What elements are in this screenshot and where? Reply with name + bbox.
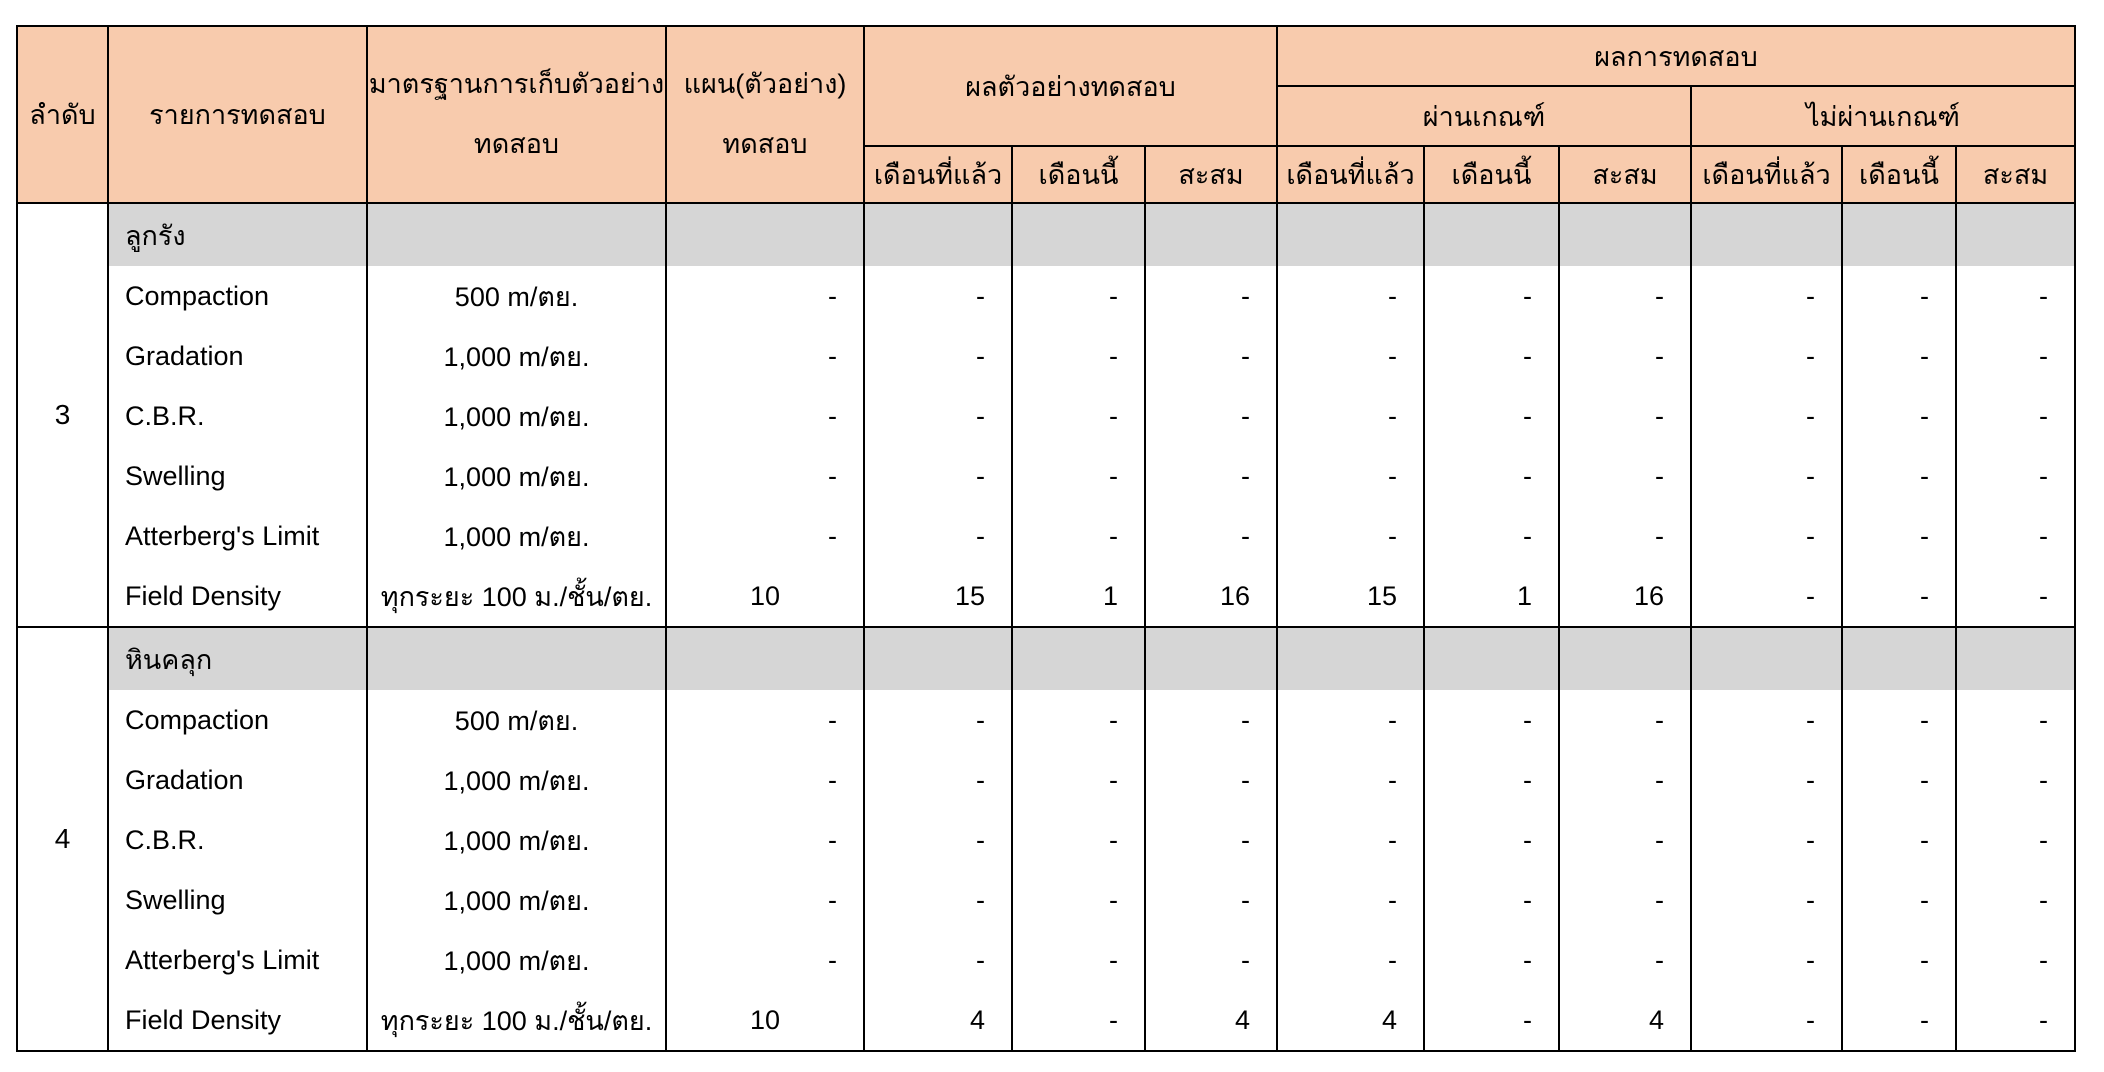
value-cell: - (1691, 690, 1842, 750)
header-pass-this-month: เดือนนี้ (1424, 146, 1559, 203)
plan-cell: - (666, 750, 864, 810)
value-cell: - (1956, 930, 2075, 990)
table-row (17, 266, 2075, 326)
value-cell: 15 (864, 566, 1012, 627)
value-cell: - (1691, 870, 1842, 930)
table-row (17, 446, 2075, 506)
plan-cell: - (666, 326, 864, 386)
plan-cell: 10 (666, 990, 864, 1051)
value-cell: - (1842, 386, 1956, 446)
material-band-cell (864, 203, 1012, 266)
standard-cell: 1,000 m/ตย. (367, 930, 666, 990)
standard-cell: 500 m/ตย. (367, 266, 666, 326)
value-cell: - (1842, 446, 1956, 506)
value-cell: - (1691, 266, 1842, 326)
material-band-row (17, 203, 2075, 266)
value-cell: - (1691, 990, 1842, 1051)
plan-cell: - (666, 930, 864, 990)
value-cell: - (864, 446, 1012, 506)
value-cell: - (1691, 810, 1842, 870)
value-cell: - (1424, 386, 1559, 446)
section-number-cell: 3 (17, 203, 108, 627)
value-cell: - (1012, 810, 1145, 870)
value-cell: - (1956, 750, 2075, 810)
value-cell: - (1842, 930, 1956, 990)
value-cell: - (864, 690, 1012, 750)
test-item-cell: C.B.R. (108, 810, 367, 870)
report-table-container (16, 25, 2076, 1052)
value-cell: - (864, 810, 1012, 870)
value-cell: - (1424, 750, 1559, 810)
material-band-cell (1277, 627, 1424, 690)
table-row (17, 930, 2075, 990)
value-cell: 16 (1559, 566, 1691, 627)
section-number-cell: 4 (17, 627, 108, 1051)
test-item-cell: Atterberg's Limit (108, 506, 367, 566)
value-cell: - (1956, 386, 2075, 446)
test-item-cell: Swelling (108, 446, 367, 506)
table-row (17, 870, 2075, 930)
table-row (17, 386, 2075, 446)
material-band-cell (1559, 203, 1691, 266)
value-cell: - (1956, 690, 2075, 750)
material-band-cell (1424, 627, 1559, 690)
value-cell: - (864, 930, 1012, 990)
value-cell: - (1842, 750, 1956, 810)
plan-cell: - (666, 266, 864, 326)
standard-cell: 1,000 m/ตย. (367, 750, 666, 810)
value-cell: - (1012, 326, 1145, 386)
material-band-cell (1956, 203, 2075, 266)
value-cell: - (1956, 870, 2075, 930)
header-pass: ผ่านเกณฑ์ (1277, 86, 1691, 146)
value-cell: - (1145, 870, 1277, 930)
value-cell: - (1277, 386, 1424, 446)
header-plan (666, 26, 864, 203)
value-cell: - (1424, 990, 1559, 1051)
value-cell: 16 (1145, 566, 1277, 627)
header-plan-line1: แผน(ตัวอย่าง) (683, 69, 847, 100)
value-cell: - (1012, 870, 1145, 930)
standard-cell: 500 m/ตย. (367, 690, 666, 750)
value-cell: - (1277, 810, 1424, 870)
material-band-cell (1424, 203, 1559, 266)
value-cell: - (1691, 386, 1842, 446)
value-cell: 1 (1424, 566, 1559, 627)
test-report-table (16, 25, 2076, 1052)
standard-cell: 1,000 m/ตย. (367, 810, 666, 870)
value-cell: 4 (1277, 990, 1424, 1051)
value-cell: - (1559, 870, 1691, 930)
plan-cell: - (666, 386, 864, 446)
value-cell: - (1277, 930, 1424, 990)
material-band-cell (1145, 627, 1277, 690)
standard-cell: 1,000 m/ตย. (367, 386, 666, 446)
material-band-row (17, 627, 2075, 690)
value-cell: - (1956, 326, 2075, 386)
value-cell: - (1145, 446, 1277, 506)
plan-cell: - (666, 506, 864, 566)
header-no: ลำดับ (17, 26, 108, 203)
value-cell: - (1145, 506, 1277, 566)
header-sample-results: ผลตัวอย่างทดสอบ (864, 26, 1277, 146)
header-test-item: รายการทดสอบ (108, 26, 367, 203)
material-label-cell: ลูกรัง (108, 203, 367, 266)
table-row (17, 506, 2075, 566)
value-cell: - (1012, 386, 1145, 446)
plan-cell: - (666, 690, 864, 750)
plan-cell: - (666, 810, 864, 870)
value-cell: - (1145, 750, 1277, 810)
value-cell: - (864, 750, 1012, 810)
test-item-cell: Field Density (108, 990, 367, 1051)
header-standard-line2: ทดสอบ (473, 128, 560, 159)
value-cell: - (1277, 506, 1424, 566)
header-standard (367, 26, 666, 203)
value-cell: - (1424, 326, 1559, 386)
value-cell: - (864, 266, 1012, 326)
test-item-cell: Gradation (108, 326, 367, 386)
header-sample-last-month: เดือนที่แล้ว (864, 146, 1012, 203)
standard-cell: 1,000 m/ตย. (367, 446, 666, 506)
value-cell: - (1559, 506, 1691, 566)
material-band-cell (864, 627, 1012, 690)
value-cell: - (1559, 266, 1691, 326)
value-cell: - (1956, 266, 2075, 326)
standard-cell: 1,000 m/ตย. (367, 870, 666, 930)
value-cell: - (1145, 266, 1277, 326)
section-3-body (17, 203, 2075, 627)
material-band-cell (666, 627, 864, 690)
material-band-cell (1842, 627, 1956, 690)
value-cell: - (1842, 266, 1956, 326)
value-cell: - (1012, 506, 1145, 566)
header-fail-last-month: เดือนที่แล้ว (1691, 146, 1842, 203)
value-cell: - (1842, 810, 1956, 870)
plan-cell: 10 (666, 566, 864, 627)
test-item-cell: Atterberg's Limit (108, 930, 367, 990)
material-band-cell (1277, 203, 1424, 266)
material-band-cell (1842, 203, 1956, 266)
plan-cell: - (666, 870, 864, 930)
table-row (17, 566, 2075, 627)
value-cell: - (1012, 750, 1145, 810)
value-cell: - (864, 870, 1012, 930)
material-band-cell (666, 203, 864, 266)
material-band-cell (1145, 203, 1277, 266)
value-cell: - (1842, 870, 1956, 930)
table-header (17, 26, 2075, 203)
value-cell: - (1956, 566, 2075, 627)
value-cell: - (1559, 810, 1691, 870)
value-cell: 1 (1012, 566, 1145, 627)
test-item-cell: Gradation (108, 750, 367, 810)
test-item-cell: C.B.R. (108, 386, 367, 446)
header-test-results: ผลการทดสอบ (1277, 26, 2075, 86)
table-row (17, 810, 2075, 870)
value-cell: - (1559, 446, 1691, 506)
value-cell: - (1691, 506, 1842, 566)
value-cell: - (1145, 326, 1277, 386)
value-cell: - (1956, 990, 2075, 1051)
value-cell: - (1559, 750, 1691, 810)
material-band-cell (367, 203, 666, 266)
value-cell: - (1559, 930, 1691, 990)
value-cell: - (1842, 506, 1956, 566)
value-cell: - (1424, 930, 1559, 990)
value-cell: - (1424, 446, 1559, 506)
value-cell: - (1145, 386, 1277, 446)
value-cell: - (1691, 930, 1842, 990)
material-band-cell (1691, 203, 1842, 266)
header-fail-accum: สะสม (1956, 146, 2075, 203)
header-sample-accum: สะสม (1145, 146, 1277, 203)
value-cell: - (1012, 266, 1145, 326)
material-band-cell (367, 627, 666, 690)
value-cell: - (1424, 870, 1559, 930)
material-label-cell: หินคลุก (108, 627, 367, 690)
standard-cell: 1,000 m/ตย. (367, 326, 666, 386)
value-cell: - (1691, 750, 1842, 810)
value-cell: - (1277, 266, 1424, 326)
value-cell: - (1424, 266, 1559, 326)
table-row (17, 990, 2075, 1051)
value-cell: - (1842, 326, 1956, 386)
value-cell: 4 (1145, 990, 1277, 1051)
value-cell: - (1277, 446, 1424, 506)
value-cell: 4 (864, 990, 1012, 1051)
header-pass-accum: สะสม (1559, 146, 1691, 203)
value-cell: - (1691, 446, 1842, 506)
test-item-cell: Field Density (108, 566, 367, 627)
table-row (17, 750, 2075, 810)
value-cell: - (1012, 990, 1145, 1051)
header-standard-line1: มาตรฐานการเก็บตัวอย่าง (368, 69, 665, 100)
value-cell: - (864, 326, 1012, 386)
value-cell: - (1559, 386, 1691, 446)
value-cell: - (1277, 870, 1424, 930)
value-cell: - (1277, 690, 1424, 750)
value-cell: - (1842, 990, 1956, 1051)
material-band-cell (1956, 627, 2075, 690)
value-cell: - (1956, 446, 2075, 506)
value-cell: - (1012, 690, 1145, 750)
standard-cell: ทุกระยะ 100 ม./ชั้น/ตย. (367, 566, 666, 627)
section-4-body (17, 627, 2075, 1051)
header-row-1 (17, 26, 2075, 86)
value-cell: - (1691, 326, 1842, 386)
value-cell: - (1424, 690, 1559, 750)
table-row (17, 326, 2075, 386)
value-cell: - (1842, 566, 1956, 627)
value-cell: - (1956, 810, 2075, 870)
table-row (17, 690, 2075, 750)
value-cell: - (1842, 690, 1956, 750)
value-cell: - (1012, 930, 1145, 990)
header-fail-this-month: เดือนนี้ (1842, 146, 1956, 203)
value-cell: - (864, 386, 1012, 446)
test-item-cell: Swelling (108, 870, 367, 930)
test-item-cell: Compaction (108, 266, 367, 326)
value-cell: - (1424, 506, 1559, 566)
value-cell: 15 (1277, 566, 1424, 627)
value-cell: 4 (1559, 990, 1691, 1051)
value-cell: - (1277, 326, 1424, 386)
material-band-cell (1559, 627, 1691, 690)
value-cell: - (1277, 750, 1424, 810)
value-cell: - (1559, 326, 1691, 386)
standard-cell: 1,000 m/ตย. (367, 506, 666, 566)
value-cell: - (1691, 566, 1842, 627)
header-fail: ไม่ผ่านเกณฑ์ (1691, 86, 2075, 146)
value-cell: - (864, 506, 1012, 566)
value-cell: - (1956, 506, 2075, 566)
value-cell: - (1559, 690, 1691, 750)
test-item-cell: Compaction (108, 690, 367, 750)
material-band-cell (1012, 627, 1145, 690)
value-cell: - (1012, 446, 1145, 506)
material-band-cell (1012, 203, 1145, 266)
standard-cell: ทุกระยะ 100 ม./ชั้น/ตย. (367, 990, 666, 1051)
value-cell: - (1145, 930, 1277, 990)
header-plan-line2: ทดสอบ (722, 128, 808, 159)
value-cell: - (1145, 690, 1277, 750)
value-cell: - (1424, 810, 1559, 870)
material-band-cell (1691, 627, 1842, 690)
header-sample-this-month: เดือนนี้ (1012, 146, 1145, 203)
value-cell: - (1145, 810, 1277, 870)
plan-cell: - (666, 446, 864, 506)
header-pass-last-month: เดือนที่แล้ว (1277, 146, 1424, 203)
